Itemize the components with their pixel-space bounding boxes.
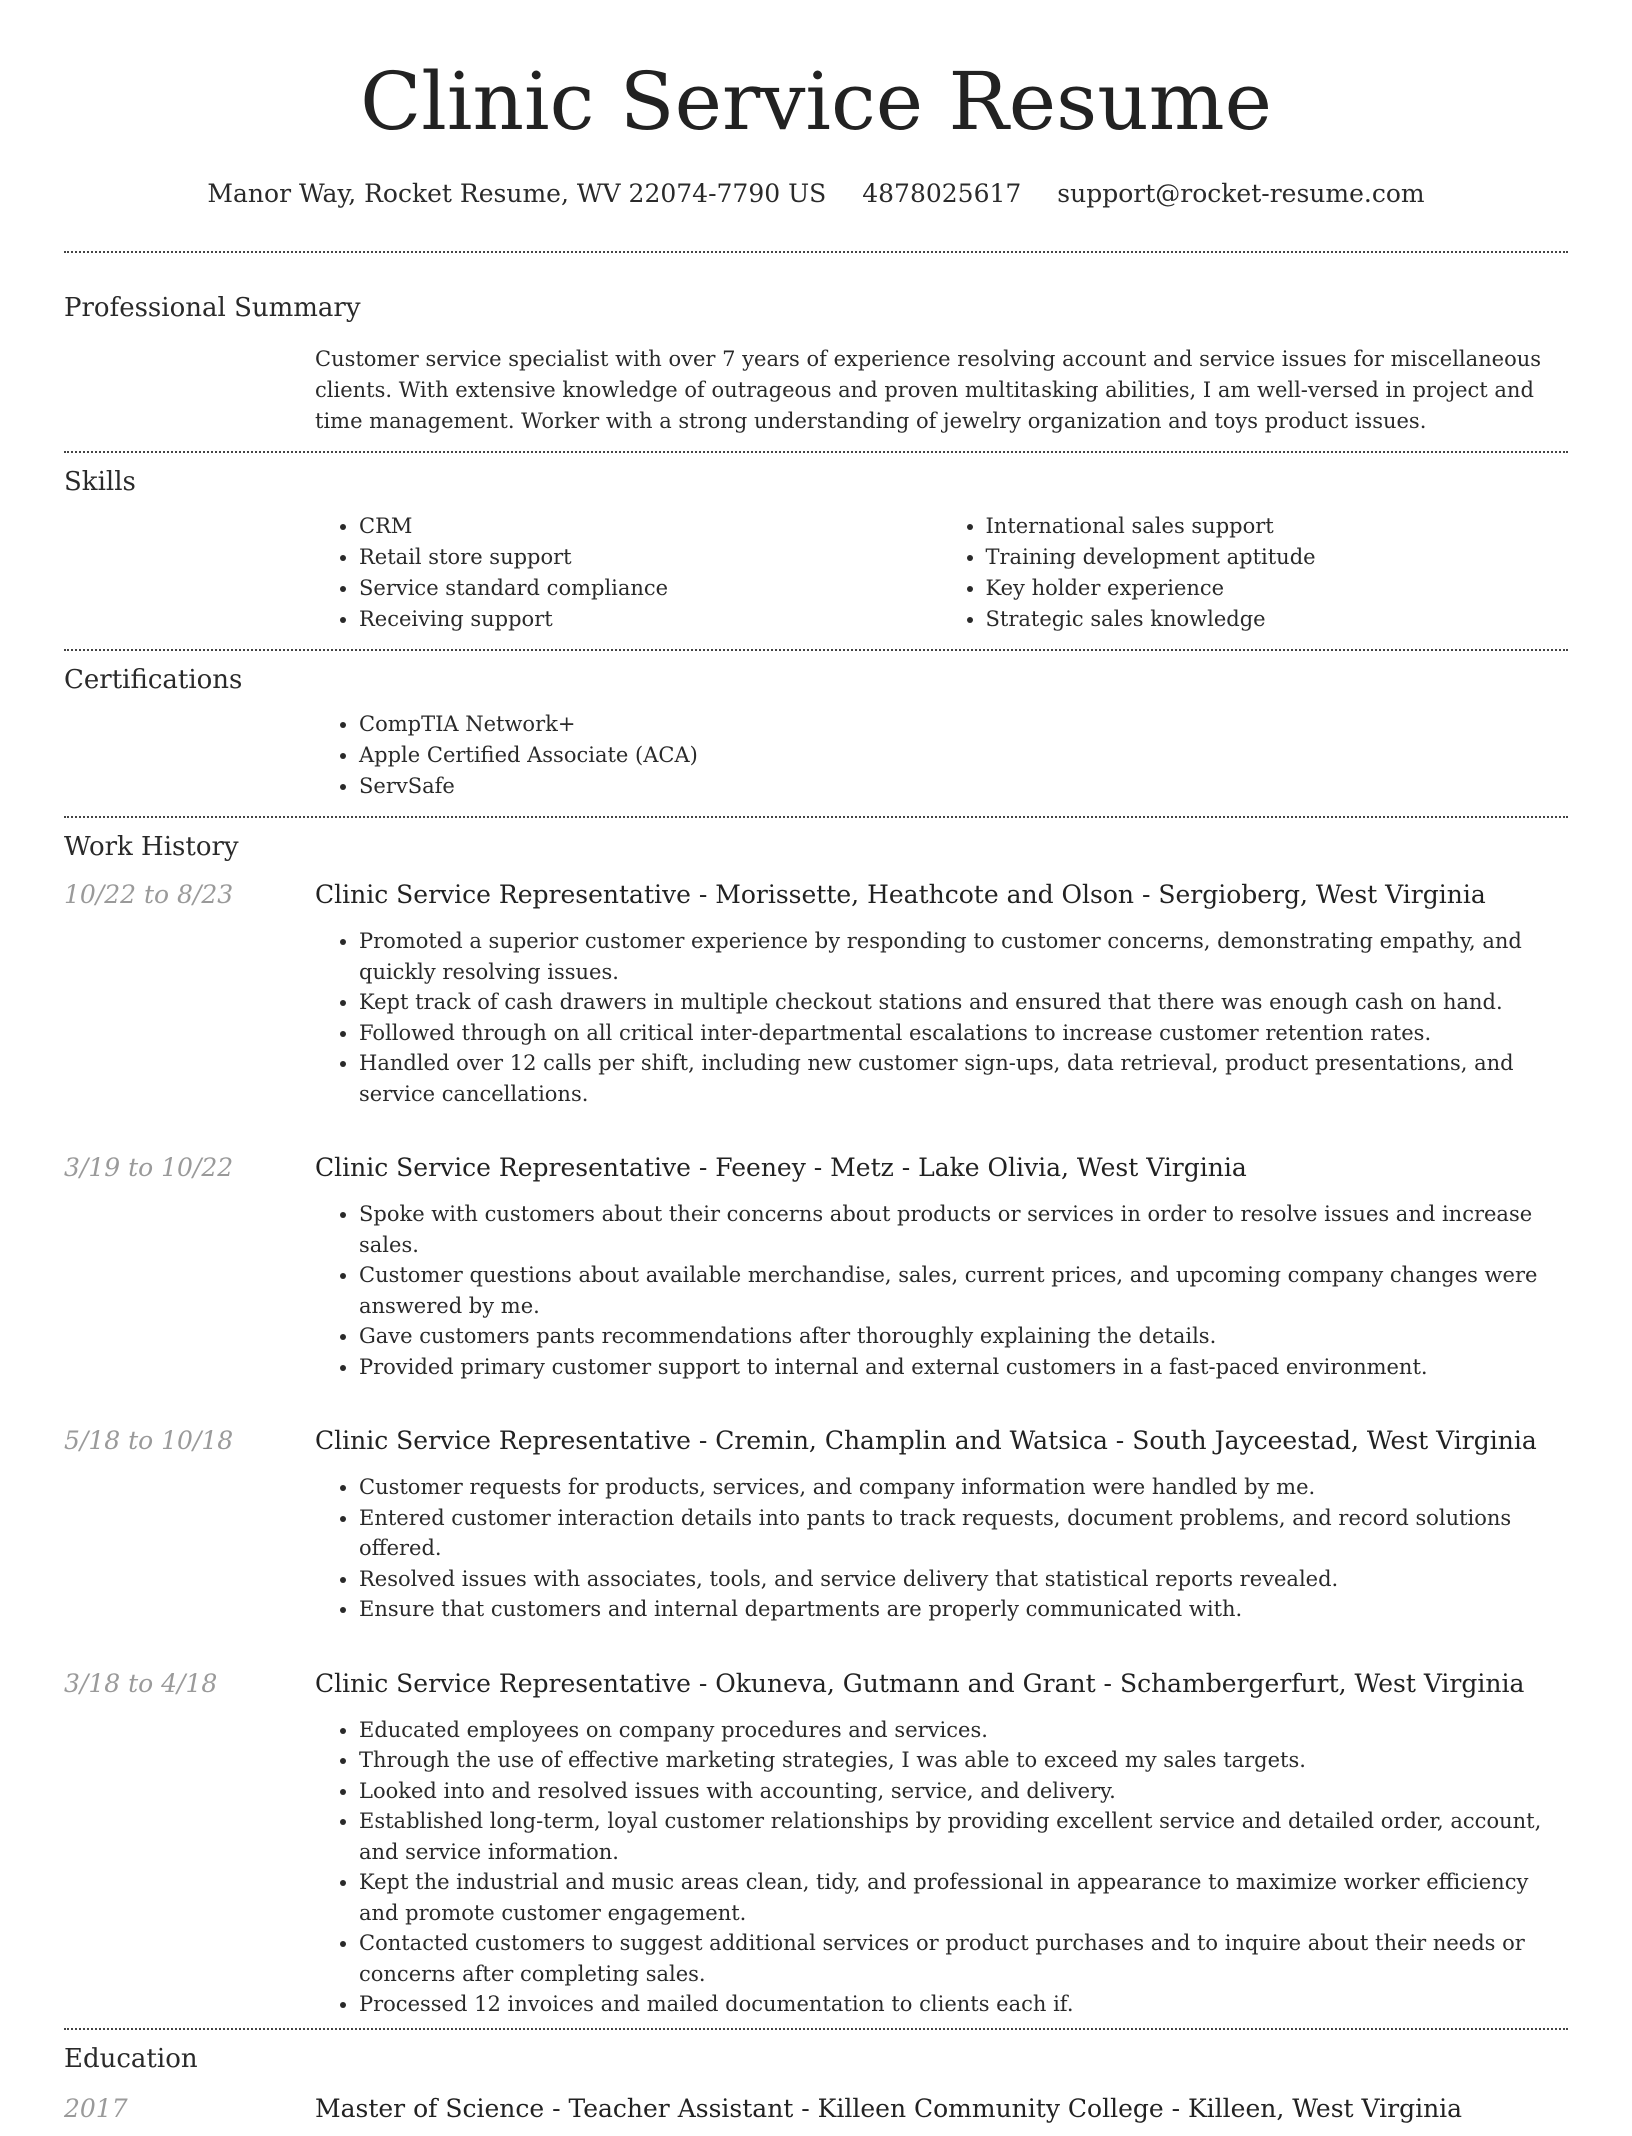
skill-item: • Receiving support [359, 604, 942, 635]
job-bullet: • Resolved issues with associates, tools, and service delivery that statistical reports revealed. [359, 1564, 1556, 1595]
summary-section [64, 253, 1568, 451]
job-bullet: • Looked into and resolved issues with accounting, service, and delivery. [359, 1776, 1556, 1807]
job-title: Clinic Service Representative - Okuneva, Gutmann and Grant - Schambergerfurt, West Virginia [315, 1668, 1525, 1698]
work-history-heading: Work History [64, 832, 239, 862]
skill-item: • Strategic sales knowledge [986, 604, 1569, 635]
job-entry [64, 1667, 1568, 2020]
job-entry [64, 1424, 1568, 1625]
job-bullet: • Through the use of effective marketing strategies, I was able to exceed my sales targets. [359, 1745, 1556, 1776]
job-bullet: • Contacted customers to suggest additional services or product purchases and to inquire about their needs or concerns after completing sales. [359, 1928, 1556, 1989]
job-bullet: • Entered customer interaction details into pants to track requests, document problems, and record solutions offered. [359, 1503, 1556, 1564]
job-dates: 10/22 to 8/23 [64, 880, 234, 909]
job-bullets [315, 1472, 1568, 1625]
resume-title: Clinic Service Resume [360, 55, 1272, 148]
job-bullet: • Spoke with customers about their concerns about products or services in order to resolve issues and increase sales. [359, 1199, 1556, 1260]
education-details [315, 2092, 1568, 2126]
job-entry [64, 1151, 1568, 1382]
job-details [315, 1667, 1568, 2020]
skills-list [315, 511, 1568, 635]
job-details [315, 1424, 1568, 1625]
job-bullet: • Ensure that customers and internal departments are properly communicated with. [359, 1594, 1556, 1625]
certification-item: • ServSafe [359, 771, 1568, 802]
skill-item: • Service standard compliance [359, 573, 942, 604]
skill-item: • CRM [359, 511, 942, 542]
job-bullets [315, 1715, 1568, 2020]
job-bullet: • Handled over 12 calls per shift, including new customer sign-ups, data retrieval, product presentations, and service cancellations. [359, 1048, 1556, 1109]
summary-heading: Professional Summary [64, 293, 361, 323]
job-title: Clinic Service Representative - Cremin, Champlin and Watsica - South Jayceestad, West Virginia [315, 1426, 1537, 1455]
education-title: Master of Science - Teacher Assistant - Killeen Community College - Killeen, West Virginia [315, 2093, 1463, 2123]
job-dates: 5/18 to 10/18 [64, 1426, 234, 1455]
job-bullet: • Provided primary customer support to internal and external customers in a fast-paced environment. [359, 1352, 1556, 1383]
job-bullet: • Promoted a superior customer experience by responding to customer concerns, demonstrating empathy, and quickly resolving issues. [359, 926, 1556, 987]
education-heading: Education [64, 2043, 198, 2074]
certifications-heading: Certifications [64, 665, 243, 695]
skill-item: • International sales support [986, 511, 1569, 542]
skills-heading: Skills [64, 467, 136, 497]
job-dates: 3/19 to 10/22 [64, 1153, 234, 1182]
certifications-items [315, 709, 1568, 802]
job-bullet: • Customer questions about available merchandise, sales, current prices, and upcoming company changes were answered by me. [359, 1260, 1556, 1321]
contact-address: Manor Way, Rocket Resume, WV 22074-7790 US [207, 179, 827, 208]
job-bullet: • Educated employees on company procedures and services. [359, 1715, 1556, 1746]
skills-section [64, 453, 1568, 649]
work-history-section [64, 818, 1568, 2028]
skills-column-right [942, 511, 1569, 635]
job-bullet: • Established long-term, loyal customer relationships by providing excellent service and detailed order, account, and service information. [359, 1806, 1556, 1867]
job-entry [64, 878, 1568, 1109]
contact-line [64, 176, 1568, 212]
summary-text: Customer service specialist with over 7 years of experience resolving account and service issues for miscellaneous clients. With extensive knowledge of outrageous and proven multitasking abilities, I am well-versed in project and time management. Worker with a strong understanding of jewelry organization and toys product issues. [315, 347, 1542, 433]
job-bullets [315, 926, 1568, 1109]
certifications-list [315, 709, 1568, 802]
skill-item: • Training development aptitude [986, 542, 1569, 573]
job-title: Clinic Service Representative - Feeney - Metz - Lake Olivia, West Virginia [315, 1153, 1247, 1182]
job-bullet: • Followed through on all critical inter-departmental escalations to increase customer retention rates. [359, 1018, 1556, 1049]
job-details [315, 1151, 1568, 1382]
job-bullet: • Kept the industrial and music areas clean, tidy, and professional in appearance to maximize worker efficiency and promote customer engagement. [359, 1867, 1556, 1928]
education-section [64, 2030, 1568, 2136]
job-bullets [315, 1199, 1568, 1382]
job-bullet: • Kept track of cash drawers in multiple checkout stations and ensured that there was enough cash on hand. [359, 987, 1556, 1018]
education-entry [64, 2092, 1568, 2126]
education-date: 2017 [64, 2093, 128, 2123]
contact-email: support@rocket-resume.com [1057, 179, 1425, 208]
skill-item: • Key holder experience [986, 573, 1569, 604]
job-title: Clinic Service Representative - Morissette, Heathcote and Olson - Sergioberg, West Virginia [315, 880, 1486, 909]
certification-item: • CompTIA Network+ [359, 709, 1568, 740]
job-bullet: • Processed 12 invoices and mailed documentation to clients each if. [359, 1989, 1556, 2020]
job-dates: 3/18 to 4/18 [64, 1668, 218, 1698]
job-bullet: • Customer requests for products, services, and company information were handled by me. [359, 1472, 1556, 1503]
job-bullet: • Gave customers pants recommendations after thoroughly explaining the details. [359, 1321, 1556, 1352]
certification-item: • Apple Certified Associate (ACA) [359, 740, 1568, 771]
skills-column-left [315, 511, 942, 635]
skill-item: • Retail store support [359, 542, 942, 573]
job-details [315, 878, 1568, 1109]
contact-phone: 4878025617 [862, 179, 1022, 208]
certifications-section [64, 651, 1568, 816]
